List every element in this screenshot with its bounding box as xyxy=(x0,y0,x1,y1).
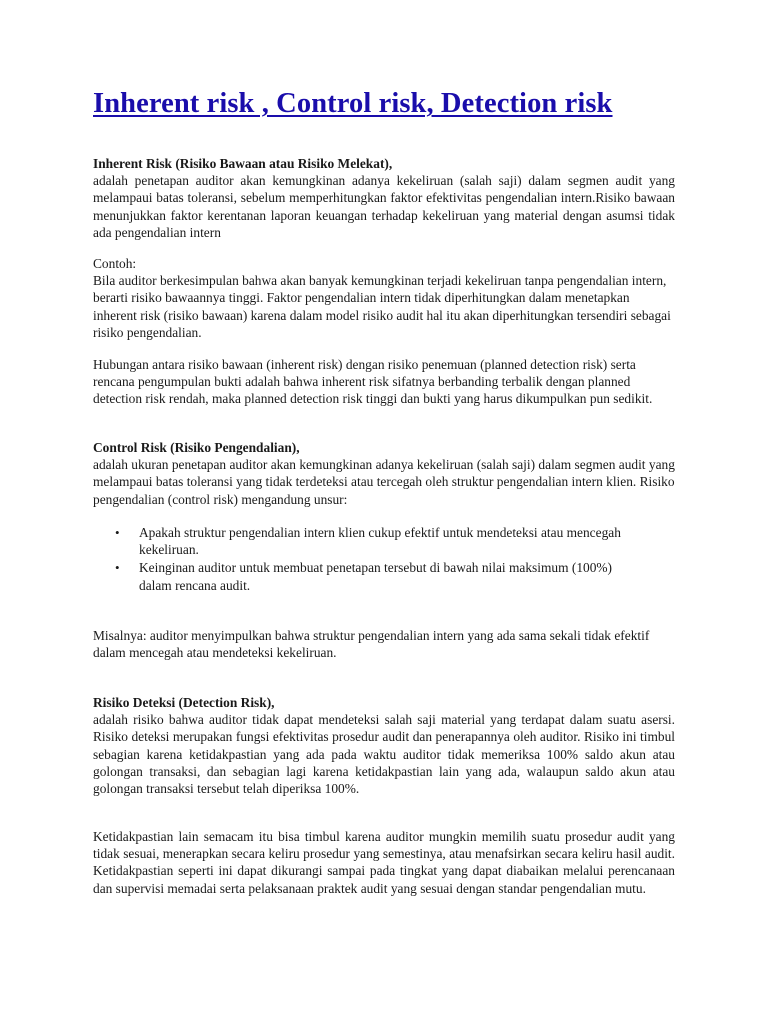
example-body: Bila auditor berkesimpulan bahwa akan banyak kemungkinan terjadi kekeliruan tanpa pengendalian intern, berarti risiko bawaannya tinggi. Faktor pengendalian intern tidak diperhitungkan dalam menetapkan inherent risk (risiko bawaan) karena dalam model risiko audit hal itu akan diperhitungkan tersendiri sebagai risiko pengendalian. xyxy=(93,273,671,340)
bullet-icon: • xyxy=(115,525,120,540)
inherent-risk-body: adalah penetapan auditor akan kemungkinan adanya kekeliruan (salah saji) dalam segmen audit yang melampaui batas toleransi, sebelum memperhitungkan faktor efektivitas pengendalian intern.Risiko bawaan menunjukkan faktor kerentanan laporan keuangan terhadap kekeliruan yang material dengan asumsi tidak ada pengendalian intern xyxy=(93,173,675,240)
example-label: Contoh: xyxy=(93,256,137,271)
bullet-icon: • xyxy=(115,560,120,576)
control-risk-section xyxy=(93,439,675,508)
control-risk-heading: Control Risk (Risiko Pengendalian), xyxy=(93,440,300,455)
detection-risk-section xyxy=(93,694,675,797)
inherent-risk-heading: Inherent Risk (Risiko Bawaan atau Risiko Melekat), xyxy=(93,156,393,171)
detection-risk-body: adalah risiko bahwa auditor tidak dapat mendeteksi salah saji material yang terdapat dalam suatu asersi. Risiko deteksi merupakan fungsi efektivitas prosedur audit dan penerapannya oleh auditor. Risiko ini timbul sebagian karena ketidakpastian yang ada pada waktu auditor tidak memeriksa 100% saldo akun atau golongan transaksi, dan sebagian lagi karena ketidakpastian lain yang ada, walaupun saldo akun atau golongan transaksi tersebut telah diperiksa 100%. xyxy=(93,712,675,797)
inherent-risk-section xyxy=(93,155,675,241)
bullet-text: Apakah struktur pengendalian intern klien cukup efektif untuk mendeteksi atau mencegah kekeliruan. xyxy=(139,525,621,558)
detection-risk-heading: Risiko Deteksi (Detection Risk), xyxy=(93,695,275,710)
misalnya-paragraph: Misalnya: auditor menyimpulkan bahwa struktur pengendalian intern yang ada sama sekali tidak efektif dalam mencegah atau mendeteksi kekeliruan. xyxy=(93,628,650,661)
example-section xyxy=(93,255,675,341)
list-item xyxy=(93,524,675,558)
control-risk-bullet-list xyxy=(93,524,675,595)
relation-paragraph: Hubungan antara risiko bawaan (inherent risk) dengan risiko penemuan (planned detection risk) serta rencana pengumpulan bukti adalah bahwa inherent risk sifatnya berbanding terbalik dengan planned detection risk rendah, maka planned detection risk tinggi dan bukti yang harus dikumpulkan pun sedikit. xyxy=(93,357,653,407)
list-item xyxy=(93,559,675,593)
uncertainty-paragraph: Ketidakpastian lain semacam itu bisa timbul karena auditor mungkin memilih suatu prosedur audit yang tidak sesuai, menerapkan secara keliru prosedur yang semestinya, atau menafsirkan secara keliru hasil audit. Ketidakpastian seperti ini dapat dikurangi sampai pada tingkat yang dapat diabaikan melalui perencanaan dan supervisi memadai serta pelaksanaan praktek audit yang sesuai dengan standar pengendalian mutu. xyxy=(93,829,675,896)
control-risk-body: adalah ukuran penetapan auditor akan kemungkinan adanya kekeliruan (salah saji) dalam segmen audit yang melampaui batas toleransi yang tidak terdeteksi atau tercegah oleh struktur pengendalian intern klien. Risiko pengendalian (control risk) mengandung unsur: xyxy=(93,457,675,507)
bullet-text: Keinginan auditor untuk membuat penetapan tersebut di bawah nilai maksimum (100%) dalam rencana audit. xyxy=(139,560,613,593)
document-title-link[interactable]: Inherent risk , Control risk, Detection risk xyxy=(93,88,613,119)
